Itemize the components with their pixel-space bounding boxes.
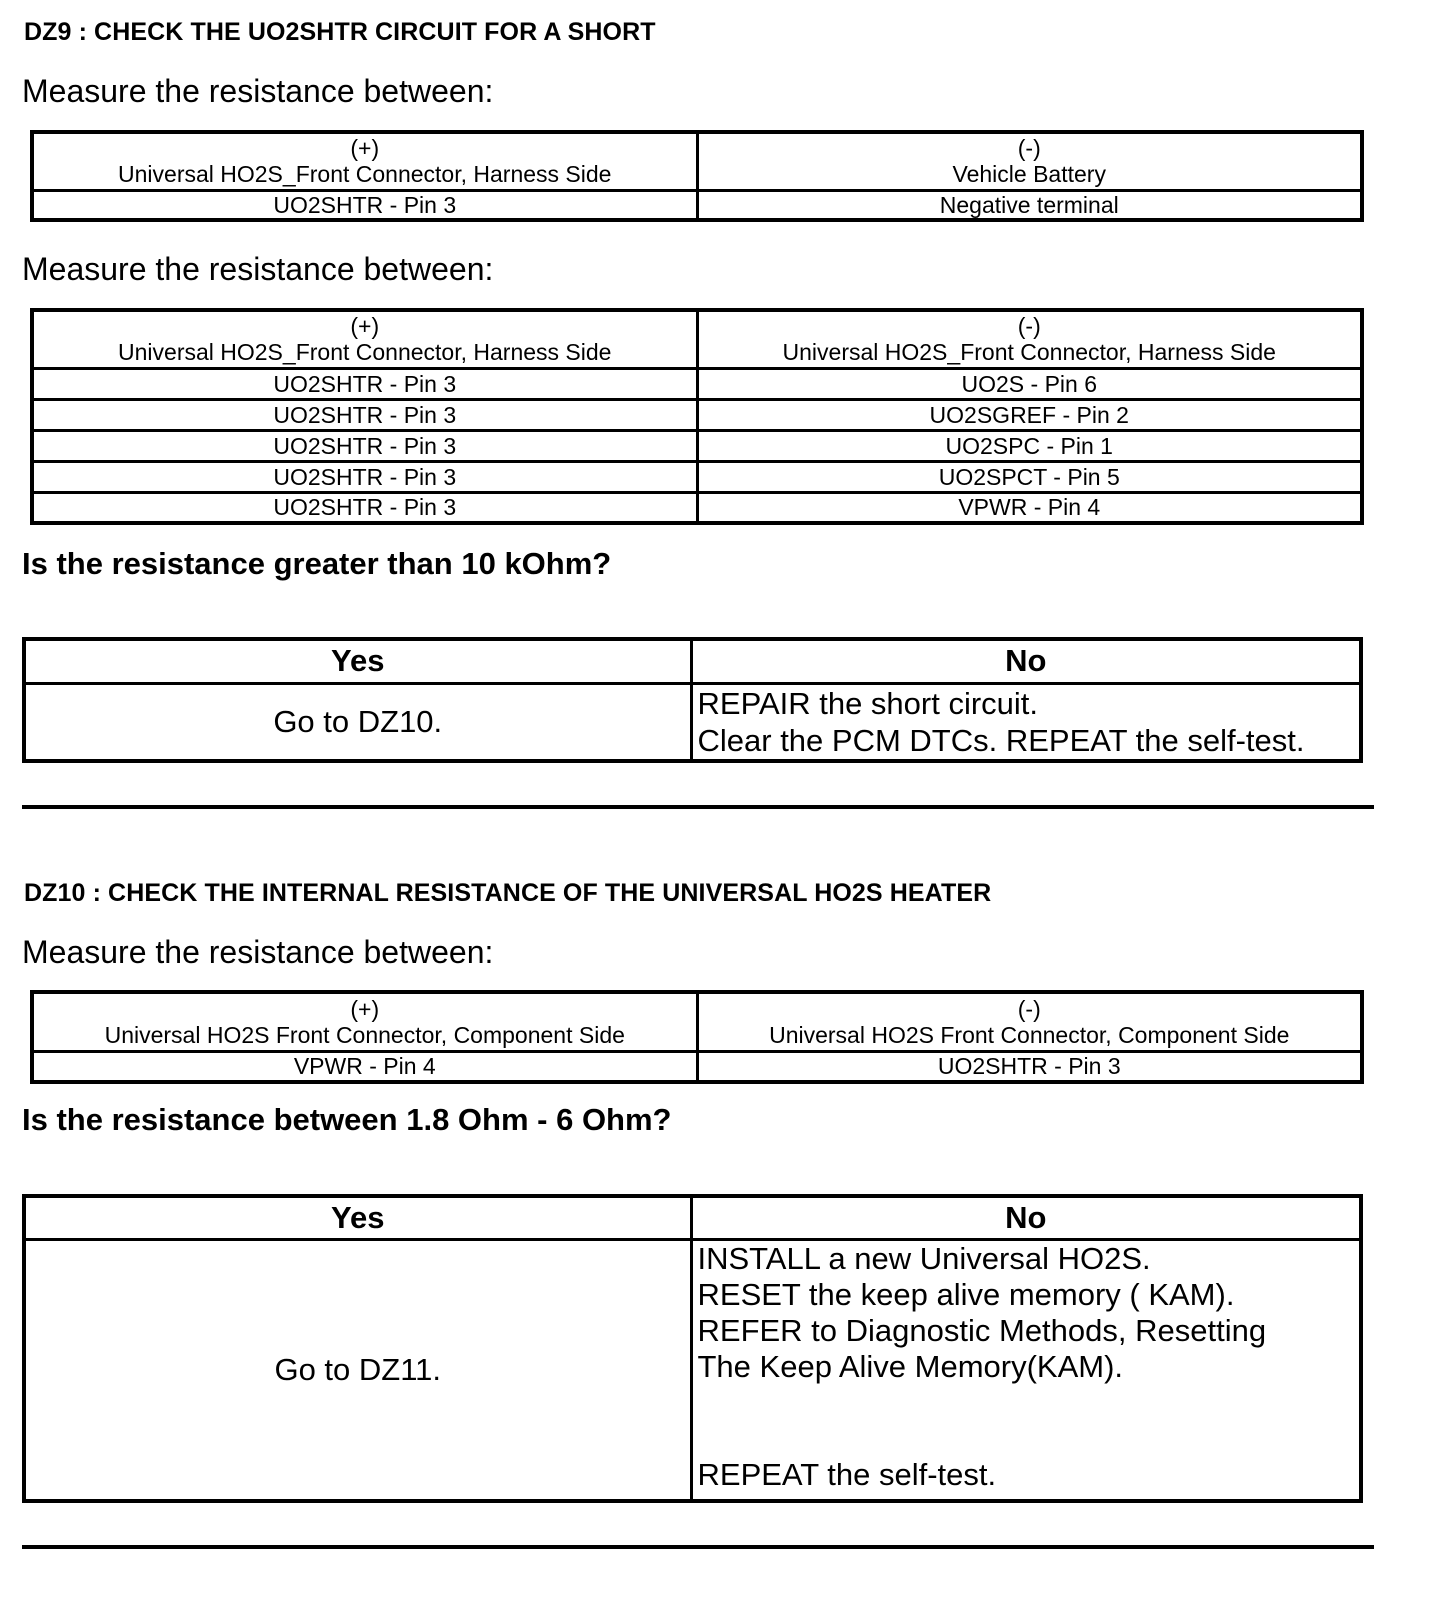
dz10-question: Is the resistance between 1.8 Ohm - 6 Ohm?	[22, 1102, 672, 1137]
section-divider	[22, 805, 1374, 809]
no-action	[691, 1239, 1361, 1501]
minus-pin-cell: VPWR - Pin 4	[697, 492, 1362, 523]
yes-action: Go to DZ10.	[24, 683, 691, 761]
yes-header: Yes	[24, 1196, 691, 1239]
dz9-result-table	[22, 637, 1363, 763]
no-action-blank-line	[698, 1385, 1360, 1421]
dz9-measure-table-1	[30, 130, 1364, 222]
no-action-blank-line	[698, 1421, 1360, 1457]
minus-connector-label: Vehicle Battery	[952, 161, 1106, 188]
dz9-title: DZ9 : CHECK THE UO2SHTR CIRCUIT FOR A SHORT	[24, 18, 656, 46]
no-action-line: The Keep Alive Memory(KAM).	[697, 1348, 1124, 1384]
dz10-measure-label-1: Measure the resistance between:	[22, 934, 494, 970]
plus-header-cell	[32, 992, 697, 1051]
plus-pin-cell: UO2SHTR - Pin 3	[32, 430, 697, 461]
minus-sign: (-)	[1017, 135, 1041, 162]
minus-pin-cell: Negative terminal	[697, 190, 1362, 220]
dz10-title: DZ10 : CHECK THE INTERNAL RESISTANCE OF THE UNIVERSAL HO2S HEATER	[24, 879, 992, 907]
minus-connector-label: Universal HO2S_Front Connector, Harness Side	[782, 339, 1276, 366]
plus-header-cell	[32, 310, 697, 368]
yes-header: Yes	[24, 639, 691, 683]
dz9-measure-table-2	[30, 308, 1364, 525]
minus-header-cell	[697, 992, 1362, 1051]
plus-pin-cell: UO2SHTR - Pin 3	[32, 368, 697, 399]
dz9-question: Is the resistance greater than 10 kOhm?	[22, 546, 612, 581]
dz10-result-table	[22, 1194, 1363, 1503]
plus-pin-cell: UO2SHTR - Pin 3	[32, 461, 697, 492]
dz10-measure-table-1	[30, 990, 1364, 1084]
plus-pin-cell: VPWR - Pin 4	[32, 1051, 697, 1082]
no-action-line: REPAIR the short circuit.	[697, 685, 1039, 721]
dz9-measure-label-1: Measure the resistance between:	[22, 73, 494, 109]
plus-connector-label: Universal HO2S_Front Connector, Harness Side	[118, 339, 612, 366]
no-header: No	[691, 639, 1361, 683]
no-action-line: REFER to Diagnostic Methods, Resetting	[697, 1312, 1267, 1348]
plus-connector-label: Universal HO2S Front Connector, Component Side	[104, 1021, 625, 1048]
no-action-line: REPEAT the self-test.	[697, 1456, 997, 1492]
plus-pin-cell: UO2SHTR - Pin 3	[32, 492, 697, 523]
plus-pin-cell: UO2SHTR - Pin 3	[32, 190, 697, 220]
minus-pin-cell: UO2SHTR - Pin 3	[697, 1051, 1362, 1082]
plus-sign: (+)	[350, 995, 380, 1022]
minus-pin-cell: UO2SPC - Pin 1	[697, 430, 1362, 461]
minus-connector-label: Universal HO2S Front Connector, Component Side	[769, 1021, 1290, 1048]
no-action-line: INSTALL a new Universal HO2S.	[697, 1240, 1151, 1276]
no-action-line: Clear the PCM DTCs. REPEAT the self-test.	[697, 722, 1305, 758]
minus-sign: (-)	[1017, 313, 1041, 340]
plus-connector-label: Universal HO2S_Front Connector, Harness Side	[118, 161, 612, 188]
no-action	[691, 683, 1361, 761]
minus-header-cell	[697, 132, 1362, 190]
minus-sign: (-)	[1017, 995, 1041, 1022]
minus-pin-cell: UO2SPCT - Pin 5	[697, 461, 1362, 492]
plus-header-cell	[32, 132, 697, 190]
yes-action: Go to DZ11.	[24, 1239, 691, 1501]
section-divider	[22, 1545, 1374, 1549]
plus-sign: (+)	[350, 135, 380, 162]
minus-pin-cell: UO2S - Pin 6	[697, 368, 1362, 399]
minus-pin-cell: UO2SGREF - Pin 2	[697, 399, 1362, 430]
plus-sign: (+)	[350, 313, 380, 340]
minus-header-cell	[697, 310, 1362, 368]
no-header: No	[691, 1196, 1361, 1239]
no-action-line: RESET the keep alive memory ( KAM).	[697, 1276, 1235, 1312]
dz9-measure-label-2: Measure the resistance between:	[22, 251, 494, 287]
plus-pin-cell: UO2SHTR - Pin 3	[32, 399, 697, 430]
